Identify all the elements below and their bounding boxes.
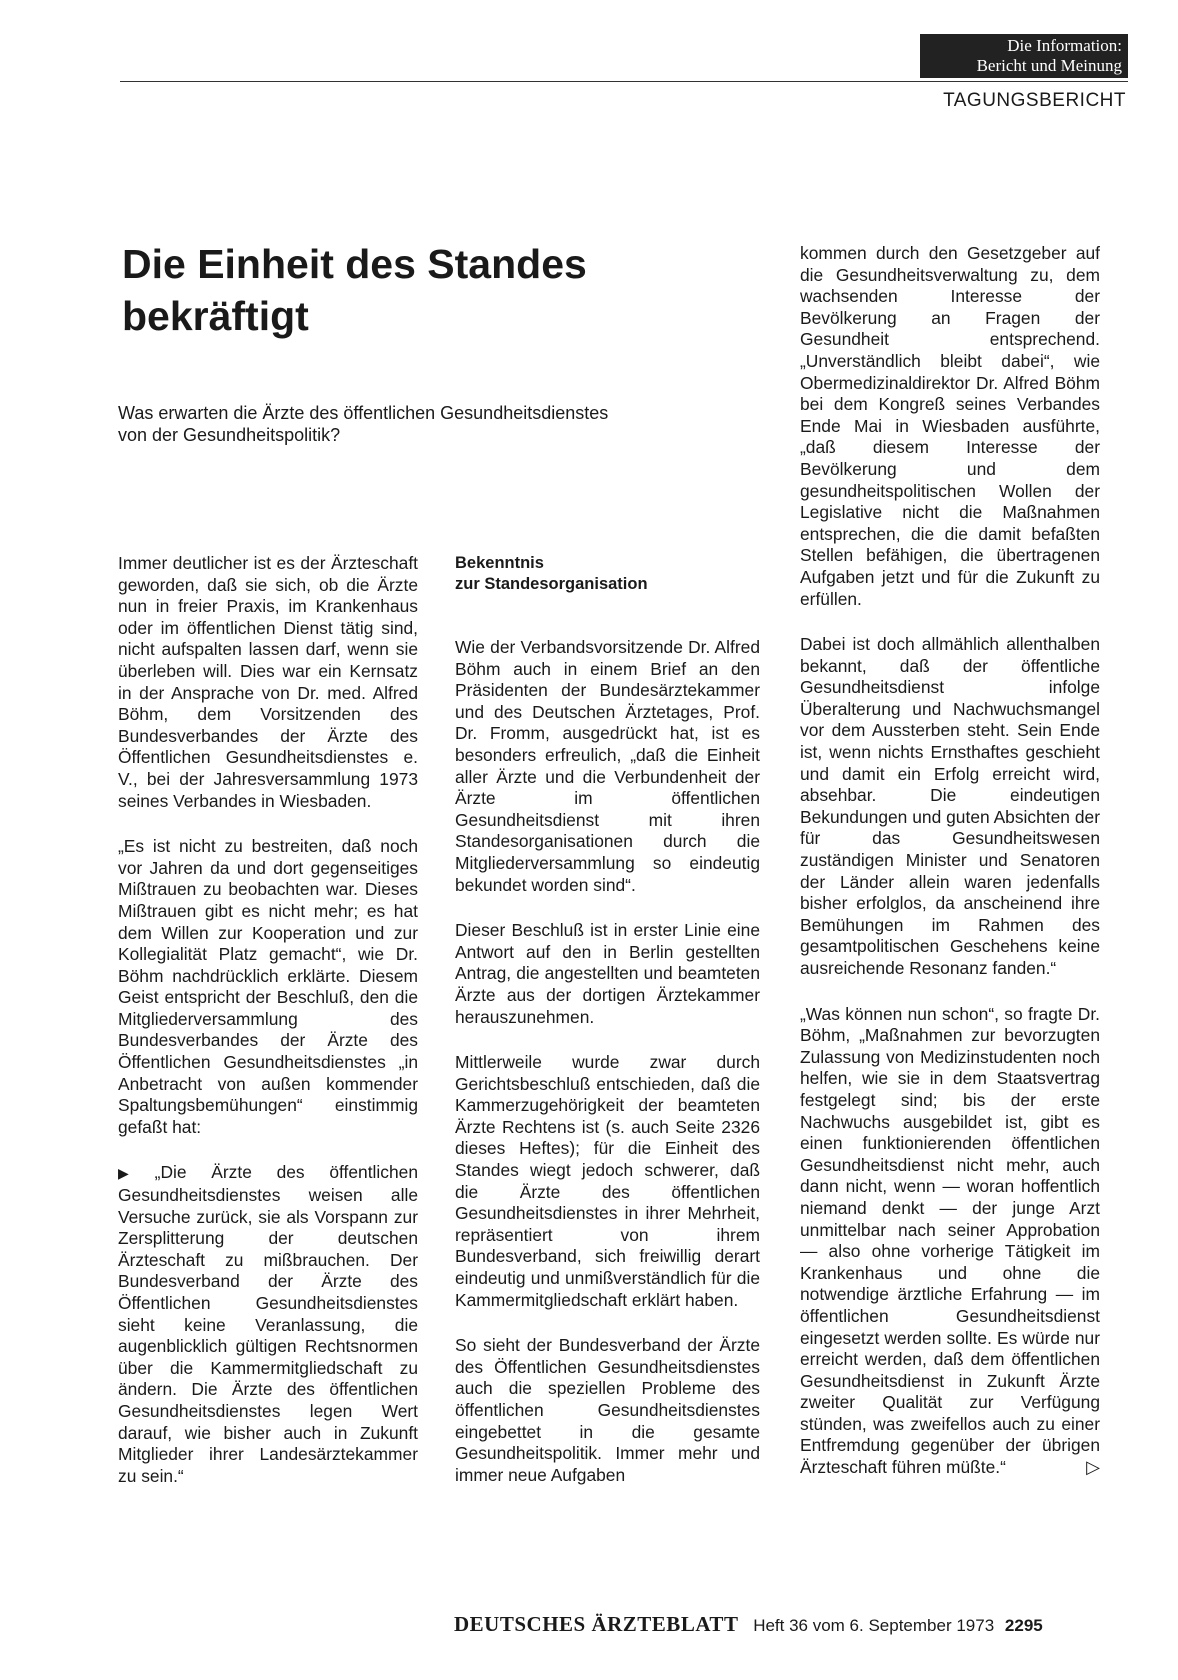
- article-column-3: [800, 243, 1100, 1503]
- page-number: 2295: [1004, 1616, 1043, 1635]
- subheading-line-1: Bekenntnis: [455, 554, 544, 572]
- bullet-triangle-icon: ▶: [118, 1165, 149, 1182]
- paragraph: Mittlerweile wurde zwar durch Gerichtsbeschluß entschieden, daß die Kammerzugehörigkeit der beamteten Ärzte Rechtens ist (s. auch Seite 2326 dieses Heftes); für die Einheit des Standes wiegt jedoch schwerer, daß die Ärzte des öffentlichen Gesundheitsdienstes in ihrer Mehrheit, repräsentiert von ihrem Bundesverband, sich freiwillig derart eindeutig und unmißverständlich für die Kammermitgliedschaft erklärt haben.: [455, 1052, 760, 1310]
- section-label: TAGUNGSBERICHT: [943, 90, 1126, 111]
- article-title: [122, 238, 682, 342]
- article-column-2: [455, 553, 760, 1510]
- quote-text: „Die Ärzte des öffentlichen Gesundheitsdienstes weisen alle Versuche zurück, sie als Vorspann zur Zersplitterung der deutschen Ärzteschaft zu mißbrauchen. Der Bundesverband der Ärzte des Öffentlichen Gesundheitsdienstes sieht keine Veranlassung, die augenblicklich gültigen Rechtsnormen über die Kammermitgliedschaft zu ändern. Die Ärzte des öffentlichen Gesundheitsdienstes legen Wert darauf, wie bisher auch in Zukunft Mitglieder ihrer Landesärztekammer zu sein.“: [118, 1162, 418, 1486]
- title-line-1: Die Einheit des Standes: [122, 241, 587, 287]
- quote-paragraph: [118, 1162, 418, 1487]
- paragraph-text: „Was können nun schon“, so fragte Dr. Böhm, „Maßnahmen zur bevorzugten Zulassung von Medizinstudenten noch helfen, wie sie in dem Staatsvertrag festgelegt sind; bis der erste Nachwuchs ausgebildet ist, gibt es einen funktionierenden öffentlichen Gesundheitsdienst nicht mehr, auch dann nicht, wenn — woran hoffentlich niemand denkt — der junge Arzt unmittelbar nach seiner Approbation — also ohne vorherige Tätigkeit im Krankenhaus und ohne die notwendige ärztliche Erfahrung — im öffentlichen Gesundheitsdienst eingesetzt werden sollte. Es würde nur erreicht werden, daß dem öffentlichen Gesundheitsdienst in Zukunft Ärzte zweiter Qualität zur Verfügung stünden, was zweifellos auch zu einer Entfremdung gegenüber der übrigen Ärzteschaft führen müßte.“: [800, 1003, 1100, 1478]
- issue-info: Heft 36 vom 6. September 1973: [753, 1616, 995, 1635]
- subheading: [455, 553, 760, 595]
- title-line-2: bekräftigt: [122, 293, 309, 339]
- article-subtitle: [118, 402, 698, 446]
- paragraph: Wie der Verbandsvorsitzende Dr. Alfred Böhm auch in einem Brief an den Präsidenten der Bundesärztekammer und des Deutschen Ärztetages, Prof. Dr. Fromm, ausgedrückt hat, ist es besonders erfreulich, „daß die Einheit aller Ärzte und die Verbundenheit der Ärzte im öffentlichen Gesundheitsdienst mit ihren Standesorganisationen durch die Mitgliederversammlung so eindeutig bekundet worden sind“.: [455, 637, 760, 895]
- header-rule: [120, 81, 1128, 82]
- subtitle-line-2: von der Gesundheitspolitik?: [118, 425, 341, 445]
- journal-masthead: DEUTSCHES ÄRZTEBLATT: [454, 1612, 739, 1636]
- paragraph: „Es ist nicht zu bestreiten, daß noch vor Jahren da und dort gegenseitiges Mißtrauen zu beobachten war. Dieses Mißtrauen gibt es nicht mehr; es hat dem Willen zur Kooperation und zur Kollegialität Platz gemacht“, wie Dr. Böhm nachdrücklich erklärte. Diesem Geist entspricht der Beschluß, den die Mitgliederversammlung des Bundesverbandes der Ärzte des Öffentlichen Gesundheitsdienstes „in Anbetracht von außen kommender Spaltungsbemühungen“ einstimmig gefaßt hat:: [118, 836, 418, 1137]
- badge-line-1: Die Information:: [1007, 36, 1122, 55]
- paragraph: kommen durch den Gesetzgeber auf die Gesundheitsverwaltung zu, dem wachsenden Interesse der Bevölkerung an Fragen der Gesundheit entsprechend. „Unverständlich bleibt dabei“, wie Obermedizinaldirektor Dr. Alfred Böhm bei dem Kongreß seines Verbandes Ende Mai in Wiesbaden ausführte, „daß diesem Interesse der Bevölkerung und dem gesundheitspolitischen Wollen der Legislative nicht die Maßnahmen entsprechen, die die damit befaßten Stellen befähigen, die übertragenen Aufgaben jetzt und für die Zukunft zu erfüllen.: [800, 243, 1100, 609]
- paragraph: Immer deutlicher ist es der Ärzteschaft geworden, daß sie sich, ob die Ärzte nun in freier Praxis, im Krankenhaus oder im öffentlichen Dienst tätig sind, nicht aufspalten lassen darf, wenn sie überleben will. Dies war ein Kernsatz in der Ansprache von Dr. med. Alfred Böhm, dem Vorsitzenden des Bundesverbandes der Ärzte des Öffentlichen Gesundheitsdienstes e. V., bei der Jahresversammlung 1973 seines Verbandes in Wiesbaden.: [118, 553, 418, 811]
- badge-line-2: Bericht und Meinung: [976, 56, 1122, 75]
- article-column-1: [118, 553, 418, 1511]
- subtitle-line-1: Was erwarten die Ärzte des öffentlichen Gesundheitsdienstes: [118, 403, 609, 423]
- paragraph: [800, 1004, 1100, 1479]
- page-footer: [454, 1612, 1043, 1637]
- continued-triangle-icon: ▷: [1086, 1457, 1100, 1478]
- paragraph: So sieht der Bundesverband der Ärzte des Öffentlichen Gesundheitsdienstes auch die speziellen Probleme des öffentlichen Gesundheitsdienstes eingebettet in die gesamte Gesundheitspolitik. Immer mehr und immer neue Aufgaben: [455, 1335, 760, 1485]
- section-badge: [920, 34, 1128, 78]
- subheading-line-2: zur Standesorganisation: [455, 575, 648, 593]
- paragraph: Dabei ist doch allmählich allenthalben bekannt, daß der öffentliche Gesundheitsdienst infolge Überalterung und Nachwuchsmangel vor dem Aussterben steht. Sein Ende ist, wenn nichts Ernsthaftes geschieht und damit ein Erfolg erreicht wird, absehbar. Die eindeutigen Bekundungen und guten Absichten der für das Gesundheitswesen zuständigen Minister und Senatoren der Länder allein waren jedenfalls bisher erfolglos, da anscheinend ihre Bemühungen im Rahmen des gesamtpolitischen Geschehens keine ausreichende Resonanz fanden.“: [800, 634, 1100, 978]
- paragraph: Dieser Beschluß ist in erster Linie eine Antwort auf den in Berlin gestellten Antrag, die angestellten und beamteten Ärzte aus der dortigen Ärztekammer herauszunehmen.: [455, 920, 760, 1027]
